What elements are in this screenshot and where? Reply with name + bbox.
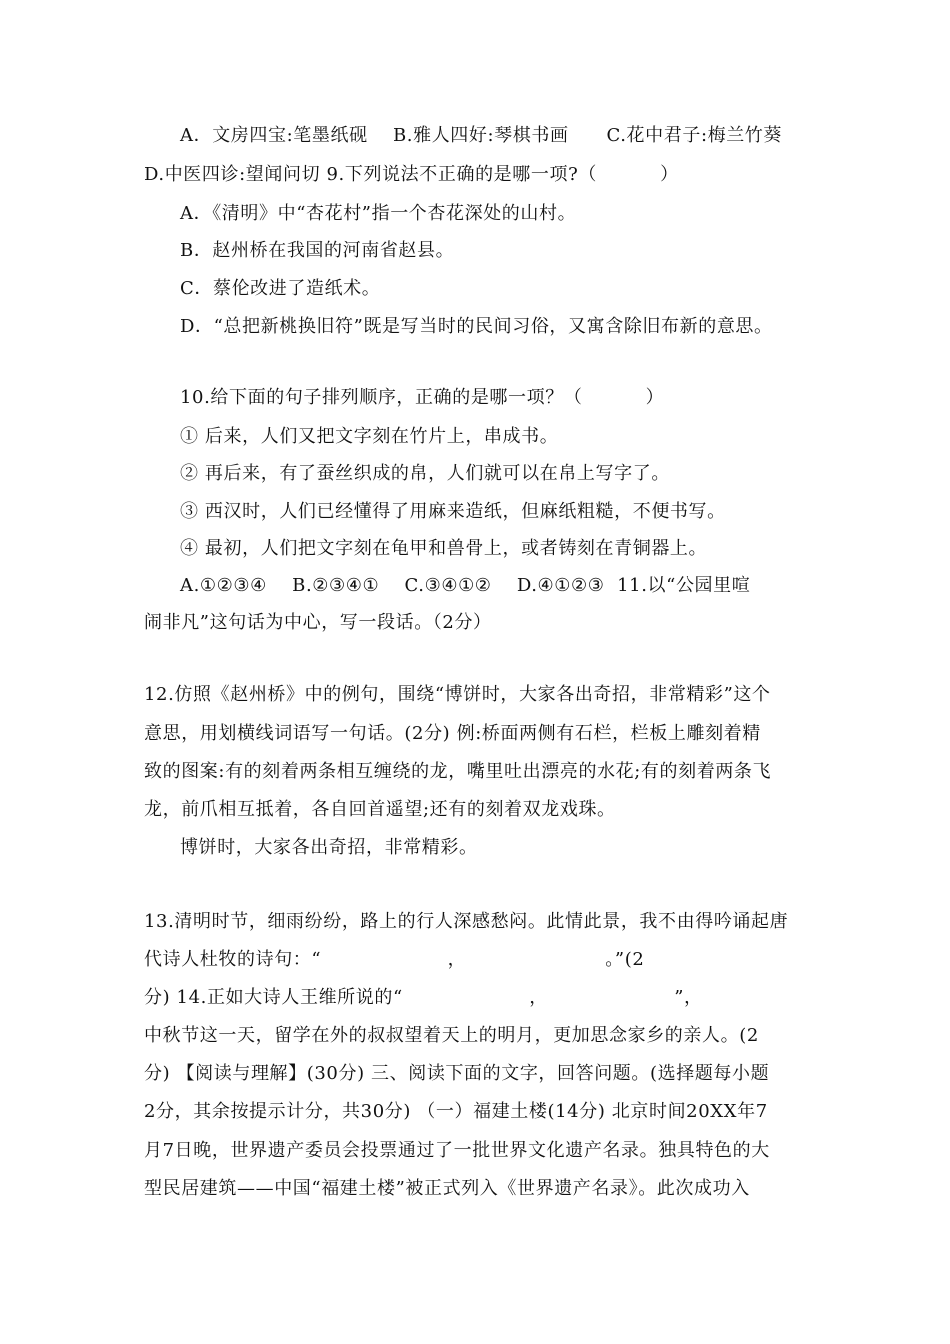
reading-passage-line: 月7日晚，世界遗产委员会投票通过了一批世界文化遗产名录。独具特色的大 (144, 1140, 770, 1161)
q12-stem-cont: 意思，用划横线词语写一句话。(2分) 例:桥面两侧有石栏，栏板上雕刻着精 (144, 723, 761, 744)
q9-option-b: B．赵州桥在我国的河南省赵县。 (180, 240, 455, 261)
q11-stem-cont: 闹非凡”这句话为中心，写一段话。（2分） (144, 612, 492, 633)
q10-sentence-3: ③ 西汉时，人们已经懂得了用麻来造纸，但麻纸粗糙，不便书写。 (180, 501, 726, 522)
q14-stem-cont: 中秋节这一天，留学在外的叔叔望着天上的明月，更加思念家乡的亲人。(2 (144, 1025, 759, 1046)
q12-example-cont: 龙，前爪相互抵着，各自回首遥望;还有的刻着双龙戏珠。 (144, 799, 616, 820)
q10-stem: 10.给下面的句子排列顺序，正确的是哪一项？（ ） (180, 387, 665, 408)
q8-options-abc: A．文房四宝:笔墨纸砚 B.雅人四好:琴棋书画 C.花中君子:梅兰竹葵 (180, 125, 783, 146)
q12-answer-prompt: 博饼时，大家各出奇招，非常精彩。 (180, 837, 478, 858)
q8-option-d-q9-stem: D.中医四诊:望闻问切 9.下列说法不正确的是哪一项?（ ） (144, 164, 679, 185)
q9-option-d: D．“总把新桃换旧符”既是写当时的民间习俗，又寓含除旧布新的意思。 (180, 316, 773, 337)
q13-stem: 13.清明时节，细雨纷纷，路上的行人深感愁闷。此情此景，我不由得吟诵起唐 (144, 911, 789, 932)
q9-option-a: A．《清明》中“杏花村”指一个杏花深处的山村。 (180, 203, 577, 224)
q12-stem: 12.仿照《赵州桥》中的例句，围绕“博饼时，大家各出奇招，非常精彩”这个 (144, 684, 771, 705)
q9-option-c: C．蔡伦改进了造纸术。 (180, 278, 381, 299)
q10-sentence-1: ① 后来，人们又把文字刻在竹片上，串成书。 (180, 426, 559, 447)
q14-blank-line: 分) 14.正如大诗人王维所说的“ ， ”， (144, 987, 703, 1008)
q13-blank-line: 代诗人杜牧的诗句：“ ， 。”(2 (144, 949, 645, 970)
q12-example: 致的图案:有的刻着两条相互缠绕的龙，嘴里吐出漂亮的水花;有的刻着两条飞 (144, 761, 772, 782)
q10-options-q11-stem: A.①②③④ B.②③④① C.③④①② D.④①②③ 11.以“公园里喧 (180, 575, 751, 596)
reading-passage-line: 型民居建筑——中国“福建土楼”被正式列入《世界遗产名录》。此次成功入 (144, 1178, 750, 1199)
reading-passage-intro: 2分，其余按提示计分，共30分) （一）福建土楼(14分) 北京时间20XX年7 (144, 1101, 768, 1122)
section-reading-heading: 分) 【阅读与理解】(30分) 三、阅读下面的文字，回答问题。(选择题每小题 (144, 1063, 770, 1084)
q10-sentence-2: ② 再后来，有了蚕丝织成的帛，人们就可以在帛上写字了。 (180, 463, 670, 484)
q10-sentence-4: ④ 最初，人们把文字刻在龟甲和兽骨上，或者铸刻在青铜器上。 (180, 538, 708, 559)
